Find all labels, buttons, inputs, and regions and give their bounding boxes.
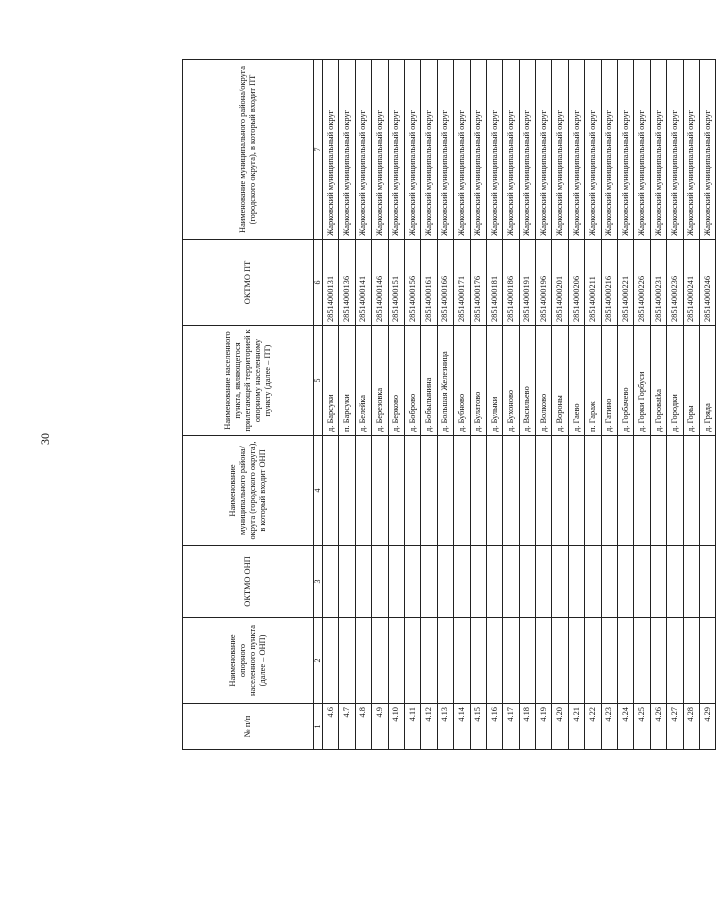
- pt-oktmo-cell: 28514000136: [339, 240, 355, 326]
- pt-oktmo-cell: 28514000241: [683, 240, 699, 326]
- header-row: [183, 60, 314, 750]
- pt-oktmo-cell: 28514000221: [618, 240, 634, 326]
- onp-oktmo-cell: [454, 546, 470, 618]
- table-row: [339, 60, 355, 750]
- onp-district-cell: [454, 436, 470, 546]
- pt-name-cell: д. Гатино: [601, 326, 617, 436]
- onp-name-cell: [355, 618, 371, 704]
- onp-district-cell: [601, 436, 617, 546]
- row-number-cell: 4.26: [650, 704, 666, 750]
- pt-district-cell: Жарковский муниципальный округ: [421, 60, 437, 240]
- onp-district-cell: [585, 436, 601, 546]
- pt-oktmo-cell: 28514000146: [372, 240, 388, 326]
- onp-oktmo-cell: [421, 546, 437, 618]
- settlements-table: [182, 59, 716, 750]
- row-number-cell: 4.16: [486, 704, 502, 750]
- pt-oktmo-cell: 28514000191: [519, 240, 535, 326]
- onp-name-cell: [667, 618, 683, 704]
- column-number: 1: [314, 704, 323, 750]
- table-row: [552, 60, 568, 750]
- onp-oktmo-cell: [699, 546, 715, 618]
- pt-name-cell: д. Берково: [388, 326, 404, 436]
- pt-name-cell: д. Горы: [683, 326, 699, 436]
- onp-oktmo-cell: [683, 546, 699, 618]
- onp-oktmo-cell: [470, 546, 486, 618]
- onp-district-cell: [536, 436, 552, 546]
- row-number-cell: 4.28: [683, 704, 699, 750]
- onp-district-cell: [503, 436, 519, 546]
- onp-name-cell: [650, 618, 666, 704]
- pt-name-cell: д. Гряда: [699, 326, 715, 436]
- table-row: [585, 60, 601, 750]
- pt-district-cell: Жарковский муниципальный округ: [552, 60, 568, 240]
- onp-oktmo-cell: [372, 546, 388, 618]
- row-number-cell: 4.8: [355, 704, 371, 750]
- onp-oktmo-cell: [634, 546, 650, 618]
- pt-district-cell: Жарковский муниципальный округ: [323, 60, 339, 240]
- row-number-cell: 4.15: [470, 704, 486, 750]
- pt-oktmo-cell: 28514000216: [601, 240, 617, 326]
- onp-name-cell: [568, 618, 584, 704]
- header-cell: Наименование муниципального района/округа (городского округа), в который входит ОНП: [183, 436, 314, 546]
- pt-name-cell: д. Горовatka: [650, 326, 666, 436]
- pt-oktmo-cell: 28514000231: [650, 240, 666, 326]
- pt-name-cell: д. Бубново: [454, 326, 470, 436]
- column-number: 5: [314, 326, 323, 436]
- onp-district-cell: [339, 436, 355, 546]
- row-number-cell: 4.10: [388, 704, 404, 750]
- pt-name-cell: д. Березовка: [372, 326, 388, 436]
- onp-district-cell: [355, 436, 371, 546]
- pt-district-cell: Жарковский муниципальный округ: [568, 60, 584, 240]
- table-row: [536, 60, 552, 750]
- table-row: [372, 60, 388, 750]
- pt-name-cell: д. Гаево: [568, 326, 584, 436]
- column-number: 7: [314, 60, 323, 240]
- table-row: [683, 60, 699, 750]
- table-row: [486, 60, 502, 750]
- onp-district-cell: [404, 436, 420, 546]
- pt-oktmo-cell: 28514000151: [388, 240, 404, 326]
- table-row: [388, 60, 404, 750]
- onp-oktmo-cell: [601, 546, 617, 618]
- row-number-cell: 4.19: [536, 704, 552, 750]
- onp-oktmo-cell: [568, 546, 584, 618]
- onp-district-cell: [519, 436, 535, 546]
- table-row: [437, 60, 453, 750]
- onp-oktmo-cell: [519, 546, 535, 618]
- onp-district-cell: [634, 436, 650, 546]
- header-cell: ОКТМО ОНП: [183, 546, 314, 618]
- pt-oktmo-cell: 28514000206: [568, 240, 584, 326]
- pt-district-cell: Жарковский муниципальный округ: [536, 60, 552, 240]
- pt-name-cell: д. Городки: [667, 326, 683, 436]
- onp-name-cell: [634, 618, 650, 704]
- table-row: [454, 60, 470, 750]
- row-number-cell: 4.12: [421, 704, 437, 750]
- pt-district-cell: Жарковский муниципальный округ: [683, 60, 699, 240]
- onp-district-cell: [372, 436, 388, 546]
- onp-district-cell: [667, 436, 683, 546]
- table-row: [503, 60, 519, 750]
- pt-district-cell: Жарковский муниципальный округ: [404, 60, 420, 240]
- onp-name-cell: [519, 618, 535, 704]
- pt-district-cell: Жарковский муниципальный округ: [667, 60, 683, 240]
- onp-oktmo-cell: [355, 546, 371, 618]
- table-row: [634, 60, 650, 750]
- pt-name-cell: д. Большая Железница: [437, 326, 453, 436]
- onp-name-cell: [552, 618, 568, 704]
- onp-name-cell: [454, 618, 470, 704]
- pt-district-cell: Жарковский муниципальный округ: [699, 60, 715, 240]
- pt-oktmo-cell: 28514000201: [552, 240, 568, 326]
- table-row: [404, 60, 420, 750]
- pt-oktmo-cell: 28514000156: [404, 240, 420, 326]
- onp-oktmo-cell: [339, 546, 355, 618]
- onp-name-cell: [372, 618, 388, 704]
- pt-name-cell: д. Бобылынина: [421, 326, 437, 436]
- pt-district-cell: Жарковский муниципальный округ: [339, 60, 355, 240]
- onp-oktmo-cell: [486, 546, 502, 618]
- pt-name-cell: д. Горки Горбуси: [634, 326, 650, 436]
- onp-name-cell: [421, 618, 437, 704]
- page-number: 30: [38, 433, 52, 445]
- pt-district-cell: Жарковский муниципальный округ: [388, 60, 404, 240]
- row-number-cell: 4.7: [339, 704, 355, 750]
- onp-name-cell: [699, 618, 715, 704]
- onp-district-cell: [552, 436, 568, 546]
- pt-name-cell: д. Белейка: [355, 326, 371, 436]
- row-number-cell: 4.13: [437, 704, 453, 750]
- pt-oktmo-cell: 28514000211: [585, 240, 601, 326]
- pt-district-cell: Жарковский муниципальный округ: [372, 60, 388, 240]
- row-number-cell: 4.14: [454, 704, 470, 750]
- onp-name-cell: [404, 618, 420, 704]
- onp-district-cell: [568, 436, 584, 546]
- onp-district-cell: [437, 436, 453, 546]
- pt-name-cell: д. Бухоново: [503, 326, 519, 436]
- pt-name-cell: д. Вороны: [552, 326, 568, 436]
- onp-oktmo-cell: [503, 546, 519, 618]
- pt-oktmo-cell: 28514000186: [503, 240, 519, 326]
- column-number: 3: [314, 546, 323, 618]
- table-row: [421, 60, 437, 750]
- header-cell: Наименование муниципального района/округа (городского округа), в который входит ПТ: [183, 60, 314, 240]
- pt-oktmo-cell: 28514000166: [437, 240, 453, 326]
- onp-oktmo-cell: [585, 546, 601, 618]
- onp-name-cell: [323, 618, 339, 704]
- onp-name-cell: [618, 618, 634, 704]
- pt-oktmo-cell: 28514000161: [421, 240, 437, 326]
- row-number-cell: 4.9: [372, 704, 388, 750]
- pt-district-cell: Жарковский муниципальный округ: [486, 60, 502, 240]
- column-number: 6: [314, 240, 323, 326]
- row-number-cell: 4.24: [618, 704, 634, 750]
- pt-oktmo-cell: 28514000226: [634, 240, 650, 326]
- table-row: [568, 60, 584, 750]
- pt-district-cell: Жарковский муниципальный округ: [519, 60, 535, 240]
- pt-district-cell: Жарковский муниципальный округ: [454, 60, 470, 240]
- pt-oktmo-cell: 28514000176: [470, 240, 486, 326]
- pt-oktmo-cell: 28514000171: [454, 240, 470, 326]
- pt-district-cell: Жарковский муниципальный округ: [470, 60, 486, 240]
- row-number-cell: 4.25: [634, 704, 650, 750]
- pt-name-cell: д. Боброво: [404, 326, 420, 436]
- onp-district-cell: [683, 436, 699, 546]
- table-row: [470, 60, 486, 750]
- onp-district-cell: [323, 436, 339, 546]
- onp-name-cell: [585, 618, 601, 704]
- row-number-cell: 4.21: [568, 704, 584, 750]
- header-cell: № п/п: [183, 704, 314, 750]
- onp-oktmo-cell: [323, 546, 339, 618]
- row-number-cell: 4.23: [601, 704, 617, 750]
- onp-district-cell: [470, 436, 486, 546]
- onp-oktmo-cell: [536, 546, 552, 618]
- header-cell: ОКТМО ПТ: [183, 240, 314, 326]
- table-row: [323, 60, 339, 750]
- header-cell: Наименование населенного пункта, являющегося прилегающей территорией к опорному населенному пункту (далее – ПТ): [183, 326, 314, 436]
- onp-oktmo-cell: [552, 546, 568, 618]
- header-cell: Наименование опорного населенного пункта (далее – ОНП): [183, 618, 314, 704]
- onp-name-cell: [503, 618, 519, 704]
- table-row: [699, 60, 715, 750]
- onp-oktmo-cell: [404, 546, 420, 618]
- onp-district-cell: [421, 436, 437, 546]
- pt-name-cell: д. Горбачево: [618, 326, 634, 436]
- onp-district-cell: [486, 436, 502, 546]
- onp-name-cell: [388, 618, 404, 704]
- table-row: [601, 60, 617, 750]
- pt-name-cell: д. Булыки: [486, 326, 502, 436]
- pt-district-cell: Жарковский муниципальный округ: [585, 60, 601, 240]
- pt-name-cell: д. Барсуки: [323, 326, 339, 436]
- row-number-cell: 4.6: [323, 704, 339, 750]
- row-number-cell: 4.18: [519, 704, 535, 750]
- pt-name-cell: п. Гараж: [585, 326, 601, 436]
- onp-name-cell: [486, 618, 502, 704]
- pt-district-cell: Жарковский муниципальный округ: [355, 60, 371, 240]
- onp-name-cell: [470, 618, 486, 704]
- pt-name-cell: д. Васильево: [519, 326, 535, 436]
- pt-name-cell: п. Барсуки: [339, 326, 355, 436]
- pt-district-cell: Жарковский муниципальный округ: [618, 60, 634, 240]
- onp-district-cell: [699, 436, 715, 546]
- pt-oktmo-cell: 28514000131: [323, 240, 339, 326]
- onp-name-cell: [683, 618, 699, 704]
- table-row: [519, 60, 535, 750]
- column-number: 2: [314, 618, 323, 704]
- row-number-cell: 4.17: [503, 704, 519, 750]
- pt-oktmo-cell: 28514000196: [536, 240, 552, 326]
- onp-oktmo-cell: [388, 546, 404, 618]
- table-body: [323, 60, 716, 750]
- table-row: [618, 60, 634, 750]
- pt-name-cell: д. Булатово: [470, 326, 486, 436]
- onp-name-cell: [437, 618, 453, 704]
- onp-name-cell: [601, 618, 617, 704]
- onp-oktmo-cell: [667, 546, 683, 618]
- onp-name-cell: [339, 618, 355, 704]
- pt-oktmo-cell: 28514000181: [486, 240, 502, 326]
- onp-oktmo-cell: [650, 546, 666, 618]
- onp-district-cell: [618, 436, 634, 546]
- row-number-cell: 4.20: [552, 704, 568, 750]
- row-number-cell: 4.29: [699, 704, 715, 750]
- table-row: [355, 60, 371, 750]
- rotated-table-container: [182, 60, 712, 750]
- pt-district-cell: Жарковский муниципальный округ: [634, 60, 650, 240]
- onp-oktmo-cell: [437, 546, 453, 618]
- pt-district-cell: Жарковский муниципальный округ: [437, 60, 453, 240]
- table-row: [667, 60, 683, 750]
- pt-name-cell: д. Волково: [536, 326, 552, 436]
- pt-district-cell: Жарковский муниципальный округ: [650, 60, 666, 240]
- row-number-cell: 4.22: [585, 704, 601, 750]
- onp-name-cell: [536, 618, 552, 704]
- onp-district-cell: [388, 436, 404, 546]
- row-number-cell: 4.11: [404, 704, 420, 750]
- row-number-cell: 4.27: [667, 704, 683, 750]
- table-row: [650, 60, 666, 750]
- column-number-row: [314, 60, 323, 750]
- column-number: 4: [314, 436, 323, 546]
- pt-oktmo-cell: 28514000246: [699, 240, 715, 326]
- pt-oktmo-cell: 28514000236: [667, 240, 683, 326]
- pt-oktmo-cell: 28514000141: [355, 240, 371, 326]
- onp-oktmo-cell: [618, 546, 634, 618]
- pt-district-cell: Жарковский муниципальный округ: [601, 60, 617, 240]
- onp-district-cell: [650, 436, 666, 546]
- pt-district-cell: Жарковский муниципальный округ: [503, 60, 519, 240]
